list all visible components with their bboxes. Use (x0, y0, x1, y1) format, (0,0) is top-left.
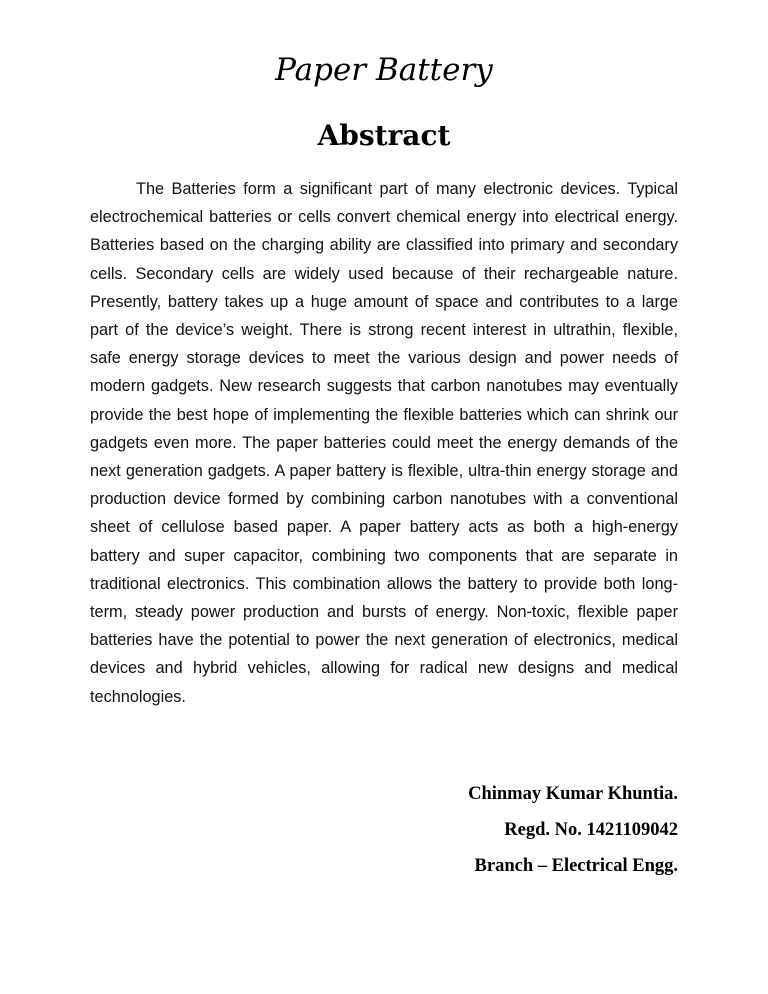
author-name: Chinmay Kumar Khuntia. (468, 784, 678, 804)
abstract-paragraph: The Batteries form a significant part of many electronic devices. Typical electrochemical batteries or cells convert chemical energy into electrical energy. Batteries based on the charging ability are classified into primary and secondary cells. Secondary cells are widely used because of their rechargeable nature. Presently, battery takes up a huge amount of space and contributes to a large part of the device’s weight. There is strong recent interest in ultrathin, flexible, safe energy storage devices to meet the various design and power needs of modern gadgets. New research suggests that carbon nanotubes may eventually provide the best hope of implementing the flexible batteries which can shrink our gadgets even more. The paper batteries could meet the energy demands of the next generation gadgets. A paper battery is flexible, ultra-thin energy storage and production device formed by combining carbon nanotubes with a conventional sheet of cellulose based paper. A paper battery acts as both a high-energy battery and super capacitor, combining two components that are separate in traditional electronics. This combination allows the battery to provide both long-term, steady power production and bursts of energy. Non-toxic, flexible paper batteries have the potential to power the next generation of electronics, medical devices and hybrid vehicles, allowing for radical new designs and medical technologies. (90, 180, 678, 706)
section-heading: Abstract (317, 119, 451, 152)
document-title: Paper Battery (275, 52, 493, 88)
author-branch: Branch – Electrical Engg. (474, 856, 678, 876)
author-registration: Regd. No. 1421109042 (504, 820, 678, 840)
